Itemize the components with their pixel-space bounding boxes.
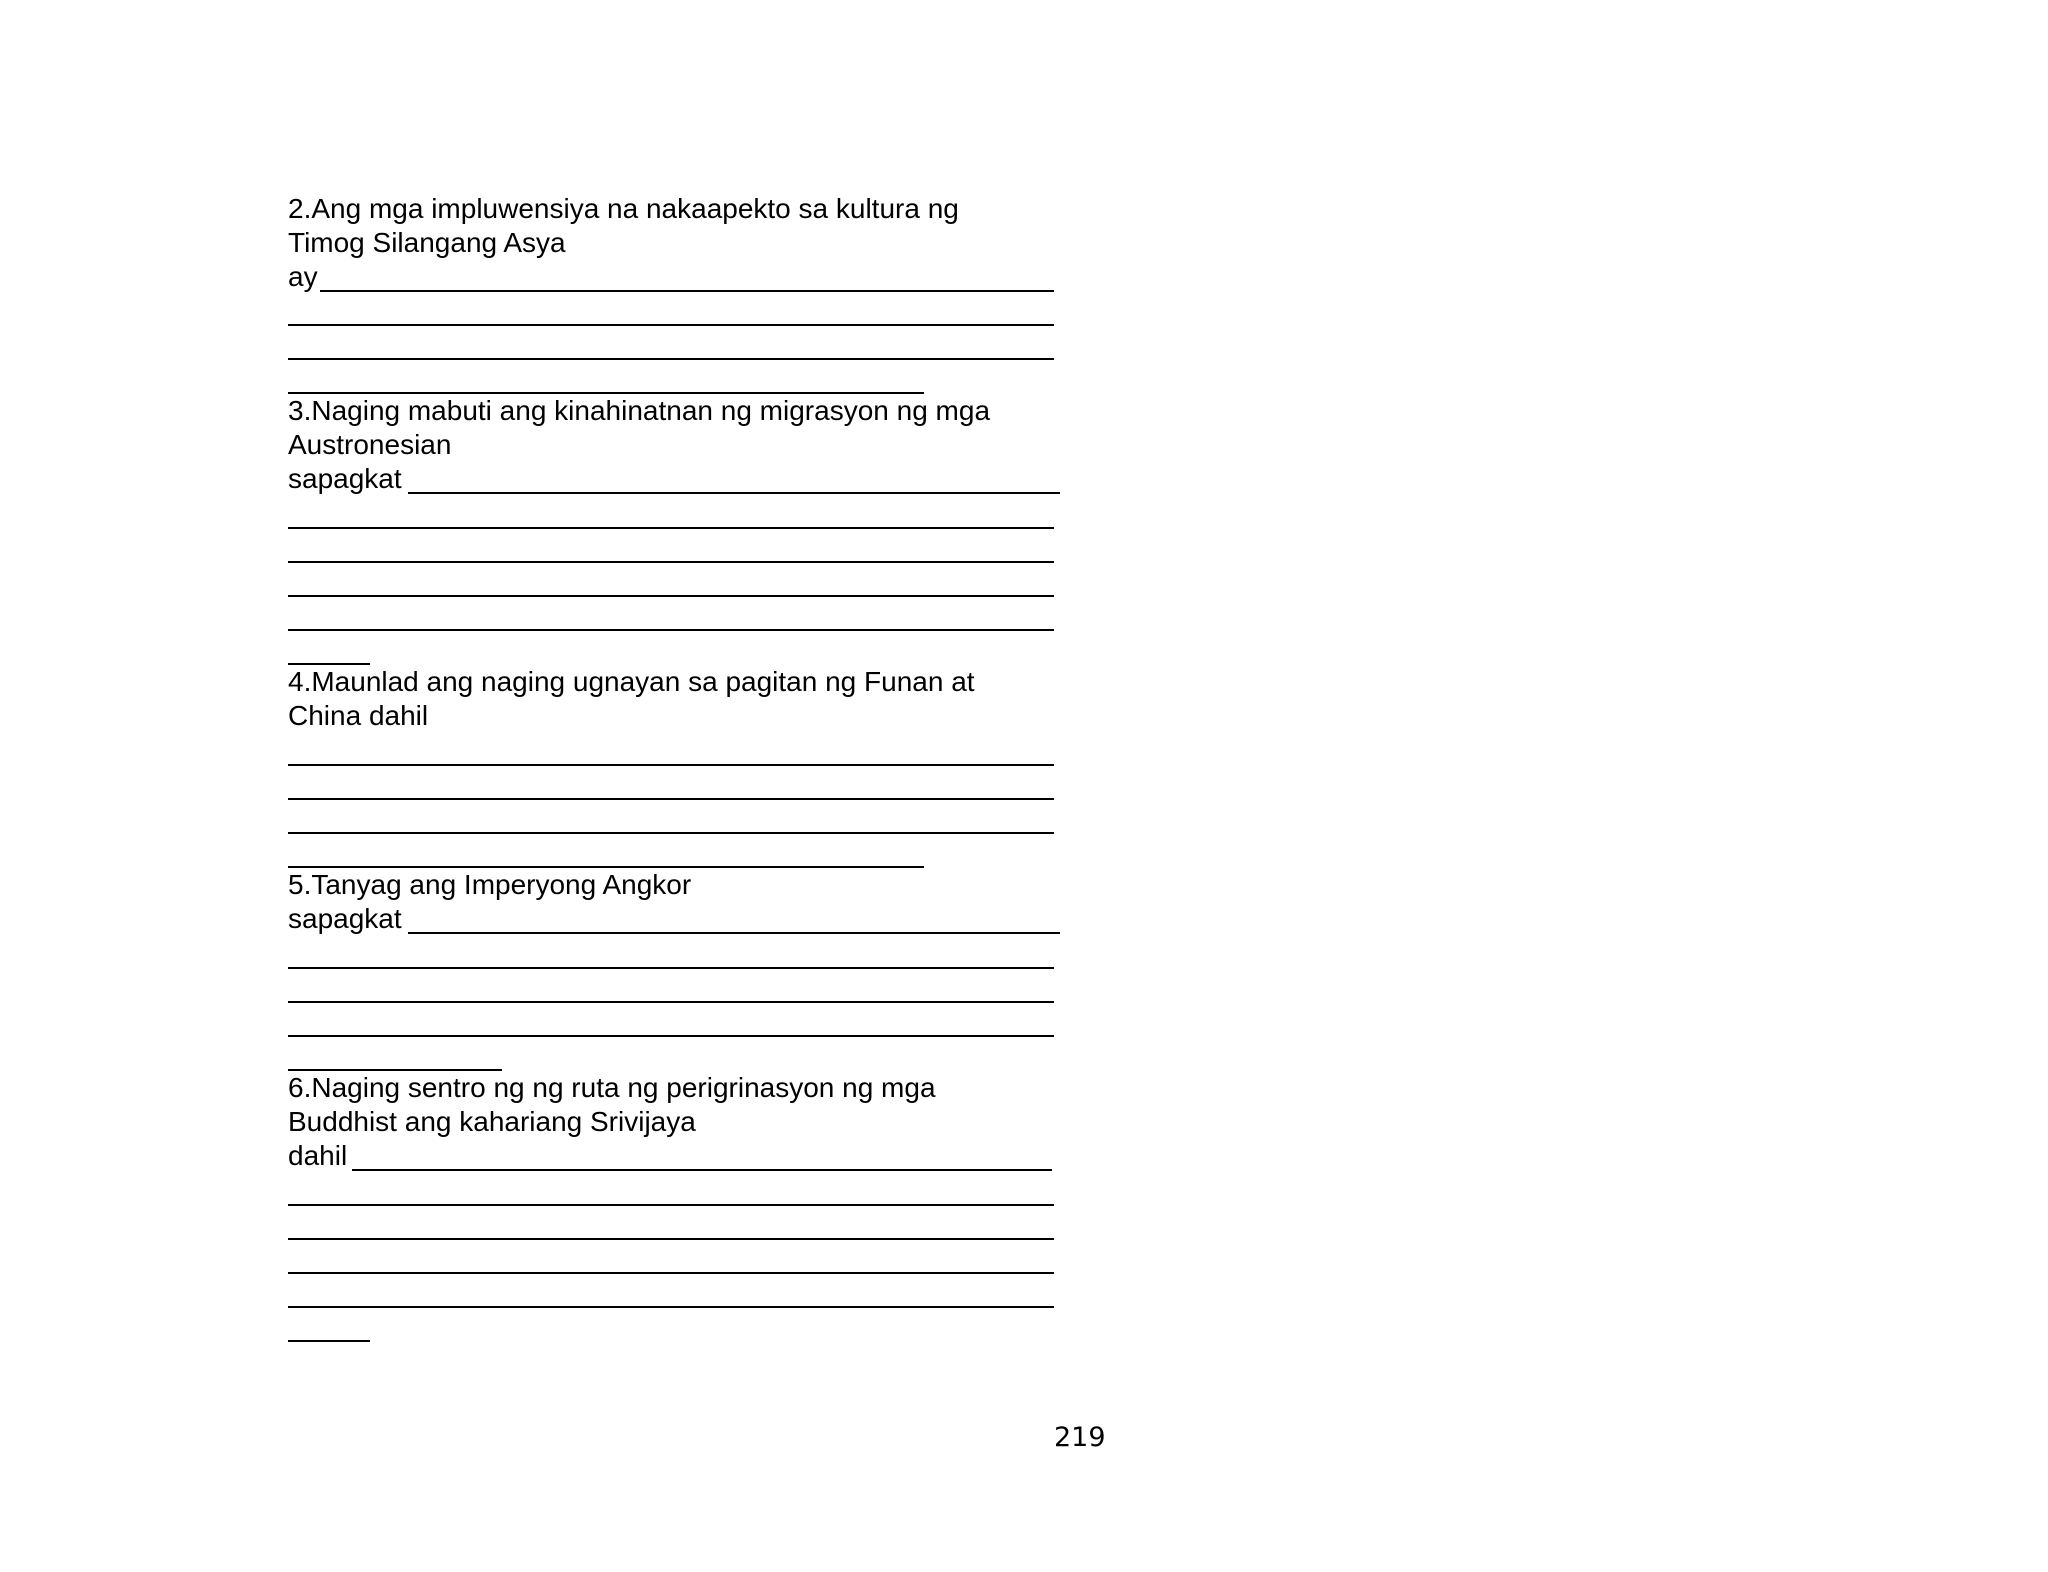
- question-3-line-2: Austronesian: [288, 429, 452, 460]
- answer-blank[interactable]: [288, 629, 1054, 631]
- answer-blank[interactable]: [288, 798, 1054, 800]
- answer-blank[interactable]: [288, 324, 1054, 326]
- question-6-line-2: Buddhist ang kahariang Srivijaya: [288, 1106, 696, 1137]
- answer-blank[interactable]: [288, 1204, 1054, 1206]
- answer-blank[interactable]: [288, 1035, 1054, 1037]
- question-5-line-1: 5.Tanyag ang Imperyong Angkor: [288, 869, 692, 900]
- question-2-line-1: 2.Ang mga impluwensiya na nakaapekto sa kultura ng: [288, 193, 959, 224]
- answer-blank[interactable]: [288, 1238, 1054, 1240]
- question-6-lead: dahil: [288, 1140, 348, 1171]
- answer-blank[interactable]: [288, 1306, 1054, 1308]
- answer-blank[interactable]: [352, 1169, 1052, 1171]
- answer-blank[interactable]: [288, 967, 1054, 969]
- answer-blank[interactable]: [288, 595, 1054, 597]
- answer-blank[interactable]: [288, 832, 1054, 834]
- question-4-line-2: China dahil: [288, 700, 429, 731]
- answer-blank[interactable]: [408, 492, 1060, 494]
- answer-blank[interactable]: [288, 1340, 370, 1342]
- question-2-lead: ay: [288, 261, 318, 292]
- question-3-line-1: 3.Naging mabuti ang kinahinatnan ng migrasyon ng mga: [288, 395, 991, 426]
- question-3-lead: sapagkat: [288, 463, 402, 494]
- question-2-line-2: Timog Silangang Asya: [288, 227, 566, 258]
- answer-blank[interactable]: [288, 358, 1054, 360]
- answer-blank[interactable]: [288, 1272, 1054, 1274]
- answer-blank[interactable]: [288, 561, 1054, 563]
- answer-blank[interactable]: [288, 527, 1054, 529]
- question-6-line-1: 6.Naging sentro ng ng ruta ng perigrinasyon ng mga: [288, 1072, 936, 1103]
- answer-blank[interactable]: [408, 932, 1060, 934]
- answer-blank[interactable]: [288, 764, 1054, 766]
- answer-blank[interactable]: [288, 1001, 1054, 1003]
- answer-blank[interactable]: [320, 290, 1054, 292]
- question-5-lead: sapagkat: [288, 903, 402, 934]
- page-number: 219: [1054, 1422, 1106, 1453]
- question-4-line-1: 4.Maunlad ang naging ugnayan sa pagitan ng Funan at: [288, 666, 975, 697]
